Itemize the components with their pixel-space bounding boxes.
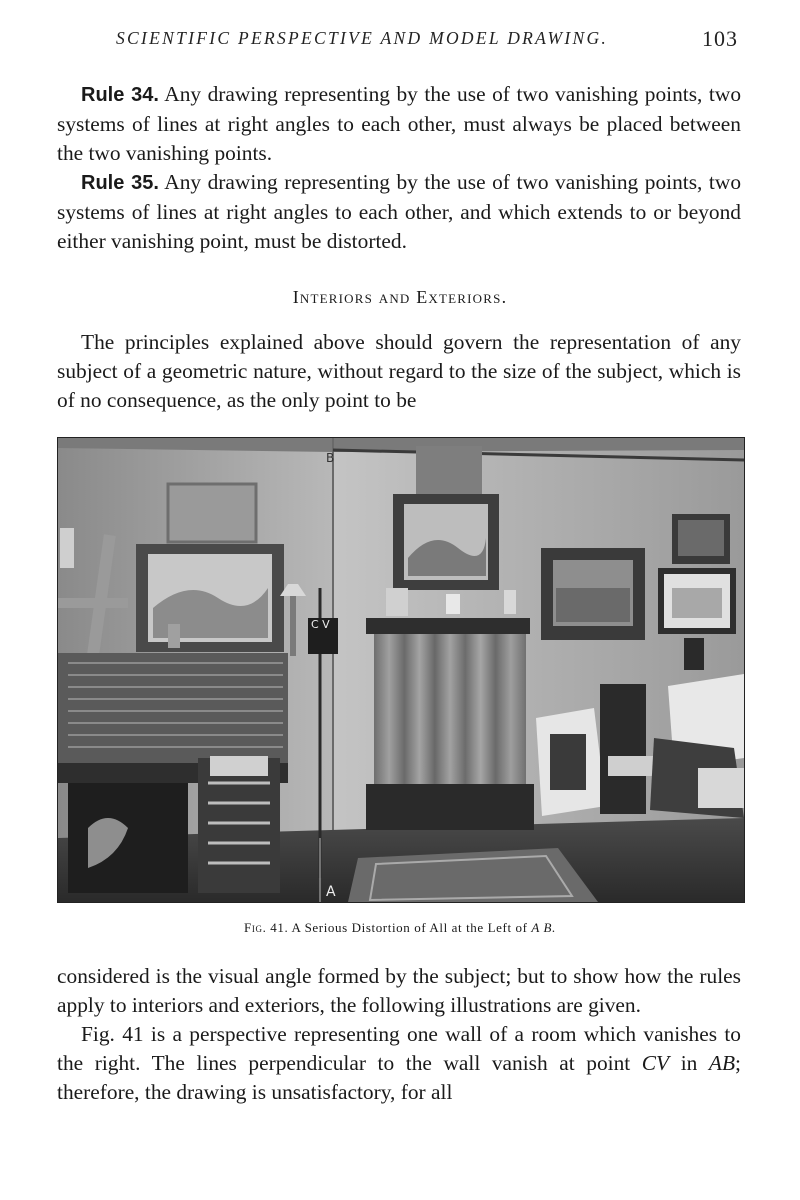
intro-paragraph: The principles explained above should govern the representation of any subject of a geometric nature, without regard to the size of the subject, which is of no consequence, as the only point to be: [57, 330, 741, 412]
fig41-ab: AB: [708, 1051, 736, 1075]
continuation-paragraph: considered is the visual angle formed by the subject; but to show how the rules apply to interiors and exteriors, the following illustrations are given.: [57, 964, 741, 1017]
figure-caption-ab: A B.: [531, 920, 556, 935]
figure-caption-label: Fig. 41.: [244, 920, 289, 935]
fig41-text-1: Fig. 41 is a perspective representing one wall of a room which vanishes to the right. The lines perpendicular to the wall vanish at point: [57, 1022, 741, 1075]
figure-41-photograph: [57, 437, 745, 903]
fig41-paragraph: [57, 1020, 741, 1107]
rule-35-text: Any drawing representing by the use of two vanishing points, two systems of lines at right angles to each other, and which extends to or beyond either vanishing point, must be distorted.: [57, 170, 742, 253]
figure-caption-text: A Serious Distortion of All at the Left of: [291, 920, 532, 935]
label-cv: C V: [311, 618, 330, 631]
rule-34-label: Rule 34.: [81, 84, 159, 106]
fig41-text-3: ; therefore, the drawing is unsatisfactory, for all: [57, 1051, 741, 1104]
rules-block: [57, 80, 741, 256]
running-title: SCIENTIFIC PERSPECTIVE AND MODEL DRAWING.: [116, 28, 609, 48]
label-b: B: [326, 451, 335, 465]
rule-35: [57, 168, 741, 256]
intro-block: [57, 328, 741, 415]
fig41-text-2: in: [669, 1051, 709, 1075]
label-a: A: [326, 884, 336, 900]
fig41-cv: CV: [641, 1051, 670, 1075]
running-header: [0, 26, 800, 56]
room-interior-image: [58, 438, 744, 902]
rule-35-label: Rule 35.: [81, 172, 159, 194]
page-number: 103: [702, 26, 738, 51]
body-block: [57, 962, 741, 1107]
rule-34: [57, 80, 741, 168]
rule-34-text: Any drawing representing by the use of two vanishing points, two systems of lines at right angles to each other, must always be placed between the two vanishing points.: [57, 82, 742, 165]
section-heading: Interiors and Exteriors.: [292, 287, 508, 307]
figure-caption: [0, 920, 800, 936]
